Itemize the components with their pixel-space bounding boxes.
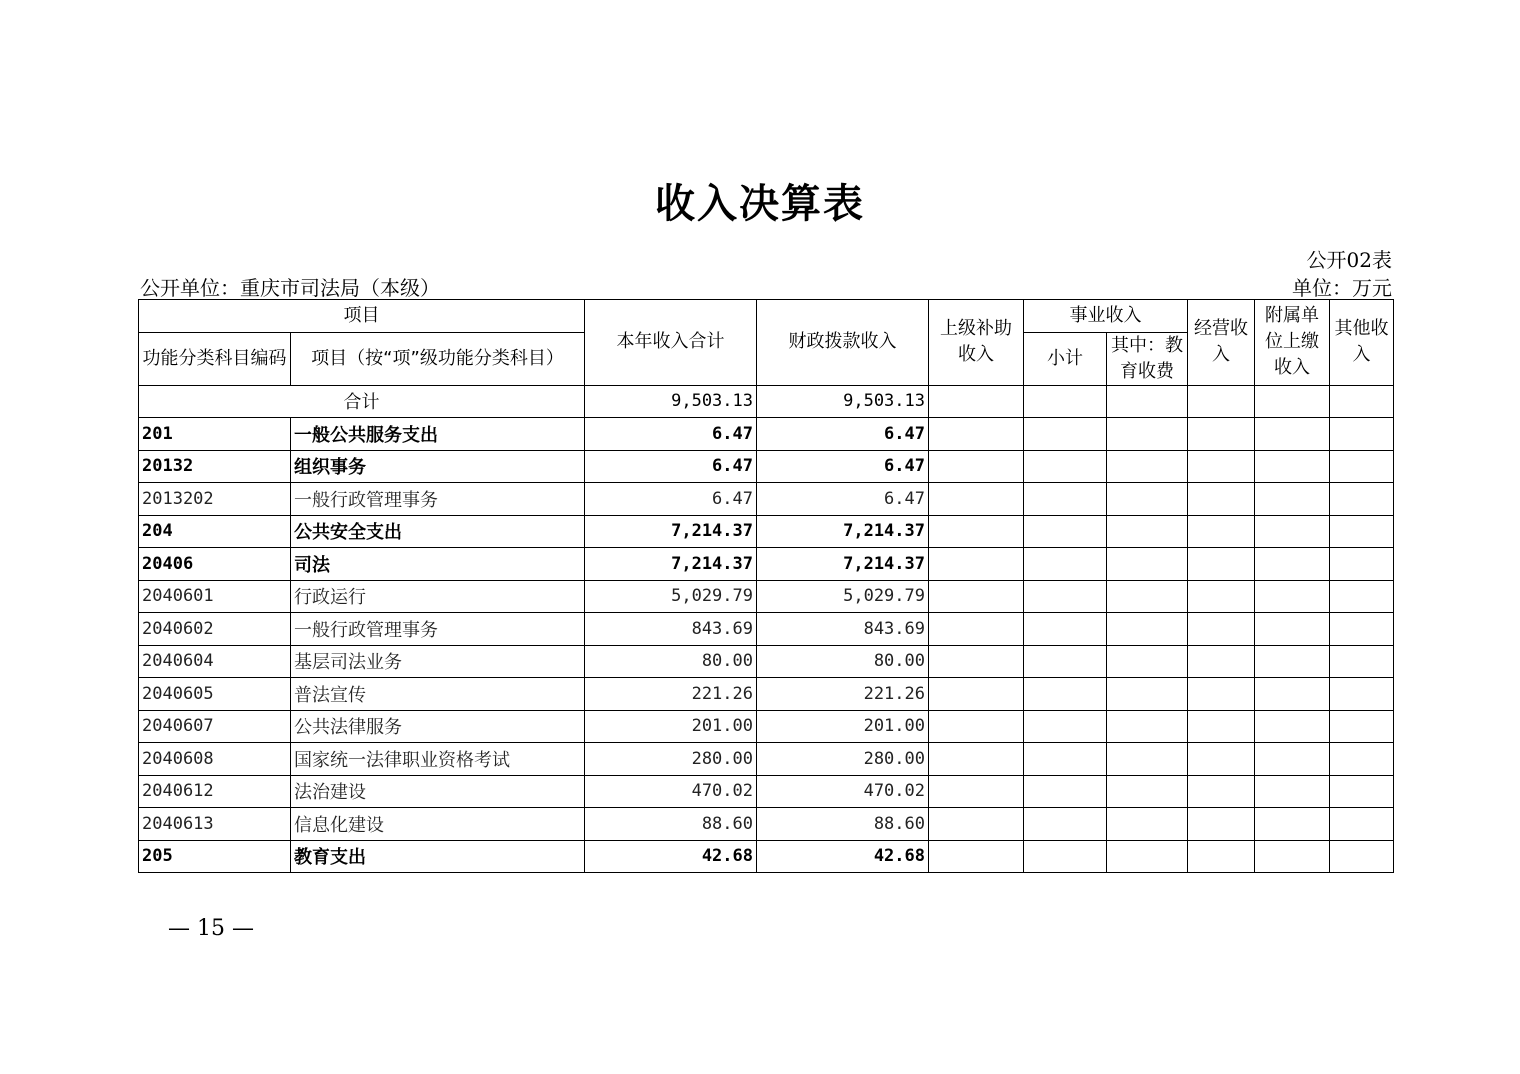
empty-cell [1024, 515, 1107, 548]
table-row [139, 515, 1394, 548]
empty-cell [1330, 840, 1394, 873]
empty-cell [1330, 808, 1394, 841]
empty-cell [1188, 808, 1255, 841]
empty-cell [1330, 580, 1394, 613]
empty-cell [1024, 645, 1107, 678]
total-income-cell: 9,503.13 [585, 385, 757, 418]
row-code-cell: 205 [139, 840, 291, 873]
row-name-cell: 国家统一法律职业资格考试 [291, 743, 585, 776]
table-row [139, 580, 1394, 613]
empty-cell [1330, 483, 1394, 516]
row-name-cell: 公共安全支出 [291, 515, 585, 548]
empty-cell [1330, 450, 1394, 483]
row-total-income-cell: 201.00 [585, 710, 757, 743]
table-row [139, 678, 1394, 711]
empty-cell [1024, 743, 1107, 776]
row-code-cell: 2040605 [139, 678, 291, 711]
empty-cell [1255, 450, 1330, 483]
empty-cell [929, 645, 1024, 678]
empty-cell [1255, 548, 1330, 581]
header-business-education-fee: 其中：教育收费 [1107, 332, 1188, 385]
empty-cell [1107, 580, 1188, 613]
empty-cell [1255, 645, 1330, 678]
table-row [139, 613, 1394, 646]
empty-cell [1107, 483, 1188, 516]
row-code-cell: 2013202 [139, 483, 291, 516]
empty-cell [929, 548, 1024, 581]
row-fiscal-cell: 7,214.37 [757, 515, 929, 548]
row-name-cell: 普法宣传 [291, 678, 585, 711]
row-code-cell: 2040612 [139, 775, 291, 808]
empty-cell [1024, 418, 1107, 451]
header-fiscal-appropriation: 财政拨款收入 [757, 300, 929, 386]
row-fiscal-cell: 42.68 [757, 840, 929, 873]
row-total-income-cell: 7,214.37 [585, 548, 757, 581]
empty-cell [929, 743, 1024, 776]
row-code-cell: 2040604 [139, 645, 291, 678]
row-total-income-cell: 221.26 [585, 678, 757, 711]
empty-cell [1255, 710, 1330, 743]
empty-cell [1107, 385, 1188, 418]
row-fiscal-cell: 6.47 [757, 483, 929, 516]
row-total-income-cell: 6.47 [585, 483, 757, 516]
empty-cell [1107, 450, 1188, 483]
empty-cell [1107, 808, 1188, 841]
row-total-income-cell: 6.47 [585, 418, 757, 451]
empty-cell [1255, 515, 1330, 548]
empty-cell [1188, 678, 1255, 711]
empty-cell [1024, 678, 1107, 711]
empty-cell [1255, 483, 1330, 516]
row-code-cell: 2040607 [139, 710, 291, 743]
empty-cell [929, 678, 1024, 711]
row-name-cell: 信息化建设 [291, 808, 585, 841]
row-code-cell: 20406 [139, 548, 291, 581]
row-fiscal-cell: 843.69 [757, 613, 929, 646]
header-business-subtotal: 小计 [1024, 332, 1107, 385]
empty-cell [1255, 840, 1330, 873]
header-item-name: 项目（按“项”级功能分类科目） [291, 332, 585, 385]
empty-cell [1330, 613, 1394, 646]
empty-cell [1330, 385, 1394, 418]
empty-cell [929, 515, 1024, 548]
row-fiscal-cell: 6.47 [757, 418, 929, 451]
header-total-income: 本年收入合计 [585, 300, 757, 386]
table-row [139, 808, 1394, 841]
empty-cell [929, 808, 1024, 841]
empty-cell [1330, 710, 1394, 743]
empty-cell [1024, 385, 1107, 418]
empty-cell [929, 450, 1024, 483]
empty-cell [1107, 548, 1188, 581]
total-label: 合计 [139, 385, 585, 418]
page-number: — 15 — [168, 916, 254, 941]
empty-cell [1330, 645, 1394, 678]
row-total-income-cell: 6.47 [585, 450, 757, 483]
table-row [139, 450, 1394, 483]
row-total-income-cell: 470.02 [585, 775, 757, 808]
row-fiscal-cell: 470.02 [757, 775, 929, 808]
empty-cell [929, 418, 1024, 451]
row-fiscal-cell: 7,214.37 [757, 548, 929, 581]
row-fiscal-cell: 80.00 [757, 645, 929, 678]
empty-cell [1255, 678, 1330, 711]
income-final-accounts-table [138, 299, 1394, 873]
row-name-cell: 基层司法业务 [291, 645, 585, 678]
empty-cell [1330, 515, 1394, 548]
header-other-income: 其他收入 [1330, 300, 1394, 386]
row-name-cell: 一般行政管理事务 [291, 613, 585, 646]
empty-cell [1188, 483, 1255, 516]
empty-cell [1330, 418, 1394, 451]
empty-cell [1024, 580, 1107, 613]
form-code: 公开02表 [1306, 248, 1392, 272]
empty-cell [1255, 580, 1330, 613]
empty-cell [1330, 548, 1394, 581]
empty-cell [929, 385, 1024, 418]
reporting-unit: 公开单位：重庆市司法局（本级） [140, 276, 440, 300]
empty-cell [1107, 775, 1188, 808]
empty-cell [1107, 418, 1188, 451]
table-row [139, 710, 1394, 743]
row-code-cell: 2040602 [139, 613, 291, 646]
empty-cell [1255, 418, 1330, 451]
row-total-income-cell: 280.00 [585, 743, 757, 776]
empty-cell [1107, 613, 1188, 646]
empty-cell [1330, 775, 1394, 808]
empty-cell [1188, 548, 1255, 581]
row-code-cell: 201 [139, 418, 291, 451]
total-row [139, 385, 1394, 418]
row-name-cell: 教育支出 [291, 840, 585, 873]
empty-cell [1107, 678, 1188, 711]
row-name-cell: 一般公共服务支出 [291, 418, 585, 451]
empty-cell [929, 840, 1024, 873]
empty-cell [1024, 808, 1107, 841]
empty-cell [1024, 548, 1107, 581]
empty-cell [1107, 840, 1188, 873]
header-item-group: 项目 [139, 300, 585, 333]
table-row [139, 743, 1394, 776]
empty-cell [1255, 808, 1330, 841]
row-code-cell: 204 [139, 515, 291, 548]
empty-cell [1255, 385, 1330, 418]
empty-cell [1188, 515, 1255, 548]
empty-cell [1255, 775, 1330, 808]
row-name-cell: 法治建设 [291, 775, 585, 808]
row-fiscal-cell: 201.00 [757, 710, 929, 743]
empty-cell [1330, 678, 1394, 711]
header-operating-income: 经营收入 [1188, 300, 1255, 386]
table-row [139, 775, 1394, 808]
empty-cell [929, 775, 1024, 808]
empty-cell [1188, 840, 1255, 873]
row-fiscal-cell: 280.00 [757, 743, 929, 776]
empty-cell [1330, 743, 1394, 776]
total-fiscal-cell: 9,503.13 [757, 385, 929, 418]
row-fiscal-cell: 221.26 [757, 678, 929, 711]
empty-cell [1188, 580, 1255, 613]
empty-cell [1188, 743, 1255, 776]
header-code: 功能分类科目编码 [139, 332, 291, 385]
empty-cell [1188, 775, 1255, 808]
empty-cell [1024, 613, 1107, 646]
empty-cell [929, 483, 1024, 516]
empty-cell [1255, 743, 1330, 776]
empty-cell [1107, 645, 1188, 678]
empty-cell [1024, 775, 1107, 808]
empty-cell [1188, 385, 1255, 418]
header-affiliated-turnover: 附属单位上缴收入 [1255, 300, 1330, 386]
empty-cell [1188, 613, 1255, 646]
empty-cell [1024, 840, 1107, 873]
empty-cell [1024, 483, 1107, 516]
row-name-cell: 组织事务 [291, 450, 585, 483]
table-row [139, 483, 1394, 516]
row-total-income-cell: 843.69 [585, 613, 757, 646]
row-total-income-cell: 42.68 [585, 840, 757, 873]
empty-cell [1107, 743, 1188, 776]
row-name-cell: 一般行政管理事务 [291, 483, 585, 516]
empty-cell [1188, 418, 1255, 451]
empty-cell [1107, 710, 1188, 743]
row-total-income-cell: 7,214.37 [585, 515, 757, 548]
empty-cell [929, 613, 1024, 646]
row-code-cell: 2040613 [139, 808, 291, 841]
table-row [139, 840, 1394, 873]
table-row [139, 645, 1394, 678]
row-code-cell: 20132 [139, 450, 291, 483]
empty-cell [929, 580, 1024, 613]
empty-cell [1024, 710, 1107, 743]
row-code-cell: 2040608 [139, 743, 291, 776]
header-business-income: 事业收入 [1024, 300, 1188, 333]
row-name-cell: 司法 [291, 548, 585, 581]
row-name-cell: 公共法律服务 [291, 710, 585, 743]
header-superior-subsidy: 上级补助收入 [929, 300, 1024, 386]
page-title: 收入决算表 [655, 180, 865, 227]
empty-cell [1188, 450, 1255, 483]
empty-cell [929, 710, 1024, 743]
row-fiscal-cell: 6.47 [757, 450, 929, 483]
row-total-income-cell: 5,029.79 [585, 580, 757, 613]
row-name-cell: 行政运行 [291, 580, 585, 613]
empty-cell [1188, 645, 1255, 678]
row-total-income-cell: 80.00 [585, 645, 757, 678]
row-code-cell: 2040601 [139, 580, 291, 613]
empty-cell [1255, 613, 1330, 646]
unit-of-measure: 单位：万元 [1292, 276, 1392, 300]
row-total-income-cell: 88.60 [585, 808, 757, 841]
table-row [139, 548, 1394, 581]
table-row [139, 418, 1394, 451]
empty-cell [1107, 515, 1188, 548]
empty-cell [1024, 450, 1107, 483]
empty-cell [1188, 710, 1255, 743]
row-fiscal-cell: 88.60 [757, 808, 929, 841]
row-fiscal-cell: 5,029.79 [757, 580, 929, 613]
